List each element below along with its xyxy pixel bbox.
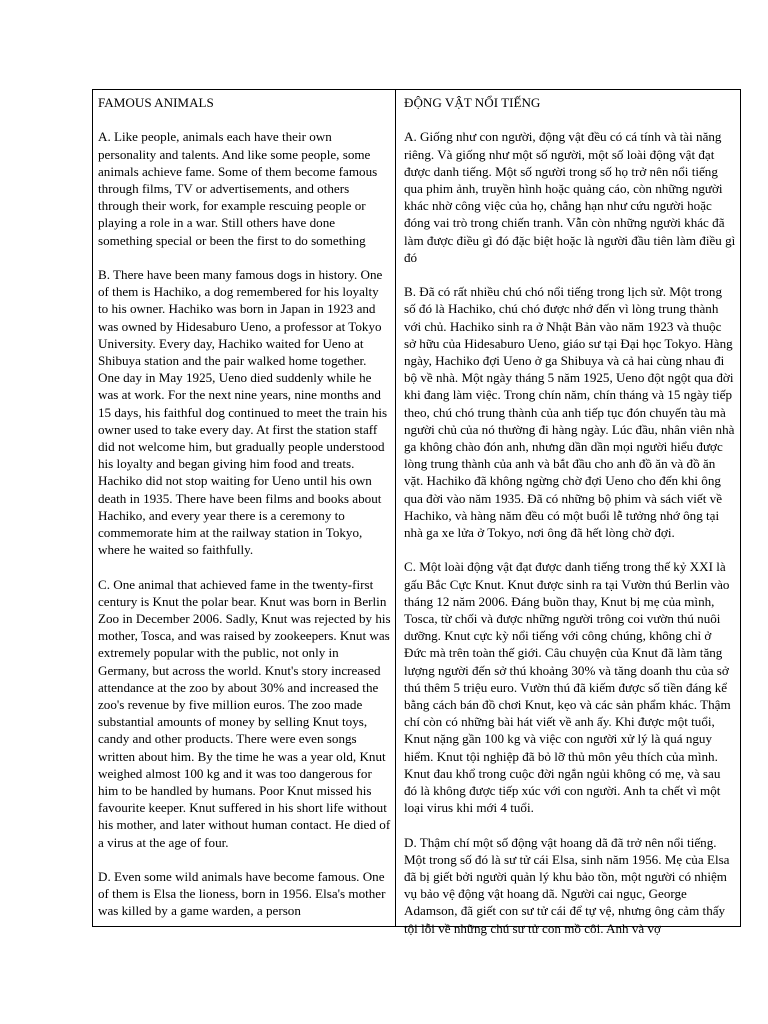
- english-title: FAMOUS ANIMALS: [98, 95, 214, 110]
- english-paragraph-b: B. There have been many famous dogs in history. One of them is Hachiko, a dog remembered for his loyalty to his owner. Hachiko was born in Japan in 1923 and was owned by Hidesaburo Ueno, a professor at Tokyo University. Every day, Hachiko waited for Ueno at Shibuya station and the pair walked home together. One day in May 1925, Ueno died suddenly while he was at work. For the next nine years, nine months and 15 days, his faithful dog continued to meet the train his owner used to take every day. At first the station staff did not welcome him, but gradually people understood his loyalty and began giving him food and treats. Hachiko did not stop waiting for Ueno until his own death in 1935. There have been films and books about Hachiko, and every year there is a ceremony to commemorate him at the railway station in Tokyo, where he waited so faithfully.: [98, 267, 388, 558]
- vietnamese-title: ĐỘNG VẬT NỔI TIẾNG: [404, 95, 541, 110]
- english-paragraph-d: D. Even some wild animals have become famous. One of them is Elsa the lioness, born in 1956. Elsa's mother was killed by a game warden, a person: [98, 869, 386, 919]
- vietnamese-paragraph-b: B. Đã có rất nhiều chú chó nổi tiếng trong lịch sử. Một trong số đó là Hachiko, chú chó được nhớ đến vì lòng trung thành với chủ. Hachiko sinh ra ở Nhật Bản vào năm 1923 và thuộc sở hữu của Hidesaburo Ueno, giáo sư tại Đại học Tokyo. Hàng ngày, Hachiko đợi Ueno ở ga Shibuya và cả hai cùng nhau đi bộ về nhà. Một ngày tháng 5 năm 1925, Ueno đột ngột qua đời khi đang làm việc. Trong chín năm, chín tháng và 15 ngày tiếp theo, chú chó trung thành của anh tiếp tục đón chuyến tàu mà người chủ của nó thường đi hàng ngày. Lúc đầu, nhân viên nhà ga không chào đón anh, nhưng dần dần mọi người hiểu được lòng trung thành của anh và bắt đầu cho anh đồ ăn và đồ ăn vặt. Hachiko đã không ngừng chờ đợi Ueno cho đến khi ông qua đời vào năm 1935. Đã có những bộ phim và sách viết về Hachiko, và hàng năm đều có một buổi lễ tưởng nhớ ông tại nhà ga xe lửa ở Tokyo, nơi ông đã hết lòng chờ đợi.: [404, 284, 735, 541]
- english-paragraph-c: C. One animal that achieved fame in the twenty-first century is Knut the polar bear. Knut was born in Berlin Zoo in December 2006. Sadly, Knut was rejected by his mother, Tosca, and was raised by zookeepers. Knut was extremely popular with the public, not only in Germany, but across the world. Knut's story increased attendance at the zoo by about 30% and increased the zoo's revenue by five million euros. The zoo made substantial amounts of money by selling Knut toys, candy and other products. There were even songs written about him. By the time he was a year old, Knut weighed almost 100 kg and it was too dangerous for him to be handled by humans. Poor Knut missed his favourite keeper. Knut suffered in his short life without his mother, and later without human contact. He died of a virus at the age of four.: [98, 576, 391, 850]
- bilingual-table: [92, 89, 741, 936]
- vietnamese-column: [396, 90, 740, 936]
- vietnamese-paragraph-d: D. Thậm chí một số động vật hoang dã đã trở nên nổi tiếng. Một trong số đó là sư tử cái Elsa, sinh năm 1956. Mẹ của Elsa đã bị giết bởi người quản lý khu bảo tồn, một người có nhiệm vụ bảo vệ động vật hoang dã. Người cai ngục, George Adamson, đã giết con sư tử cái để tự vệ, nhưng ông cảm thấy tội lỗi về những chú sư tử con mồ côi. Anh và vợ: [404, 834, 730, 936]
- vietnamese-paragraph-c: C. Một loài động vật đạt được danh tiếng trong thế kỷ XXI là gấu Bắc Cực Knut. Knut được sinh ra tại Vườn thú Berlin vào tháng 12 năm 2006. Đáng buồn thay, Knut bị mẹ của mình, Tosca, từ chối và được những người trông coi vườn thú nuôi dưỡng. Knut cực kỳ nổi tiếng với công chúng, không chỉ ở Đức mà trên toàn thế giới. Câu chuyện của Knut đã làm tăng lượng người đến sở thú khoảng 30% và tăng doanh thu của sở thú thêm 5 triệu euro. Vườn thú đã kiếm được số tiền đáng kể bằng cách bán đồ chơi Knut, kẹo và các sản phẩm khác. Thậm chí còn có những bài hát viết về anh ấy. Khi được một tuổi, Knut nặng gần 100 kg và việc con người xử lý là quá nguy hiểm. Knut tội nghiệp đã bỏ lỡ thủ môn yêu thích của mình. Knut đau khổ trong cuộc đời ngắn ngủi không có mẹ, và sau đó là không được tiếp xúc với con người. Anh ta chết vì một loại virus khi mới 4 tuổi.: [404, 559, 731, 816]
- english-paragraph-a: A. Like people, animals each have their own personality and talents. And like some people, some animals achieve fame. Some of them become famous through films, TV or advertisements, and others through their work, for example rescuing people or playing a role in a war. Still others have done something special or been the first to do something: [98, 129, 378, 248]
- vietnamese-paragraph-a: A. Giống như con người, động vật đều có cá tính và tài năng riêng. Và giống như một số người, một số loài động vật đạt được danh tiếng. Một số người trong số họ trở nên nổi tiếng qua phim ảnh, truyền hình hoặc quảng cáo, còn những người khác nhờ công việc của họ, chẳng hạn như cứu người hoặc đóng vai trò trong chiến tranh. Vẫn còn những người khác đã làm được điều gì đó đặc biệt hoặc là người đầu tiên làm điều gì đó: [404, 129, 736, 265]
- english-column: [93, 90, 396, 926]
